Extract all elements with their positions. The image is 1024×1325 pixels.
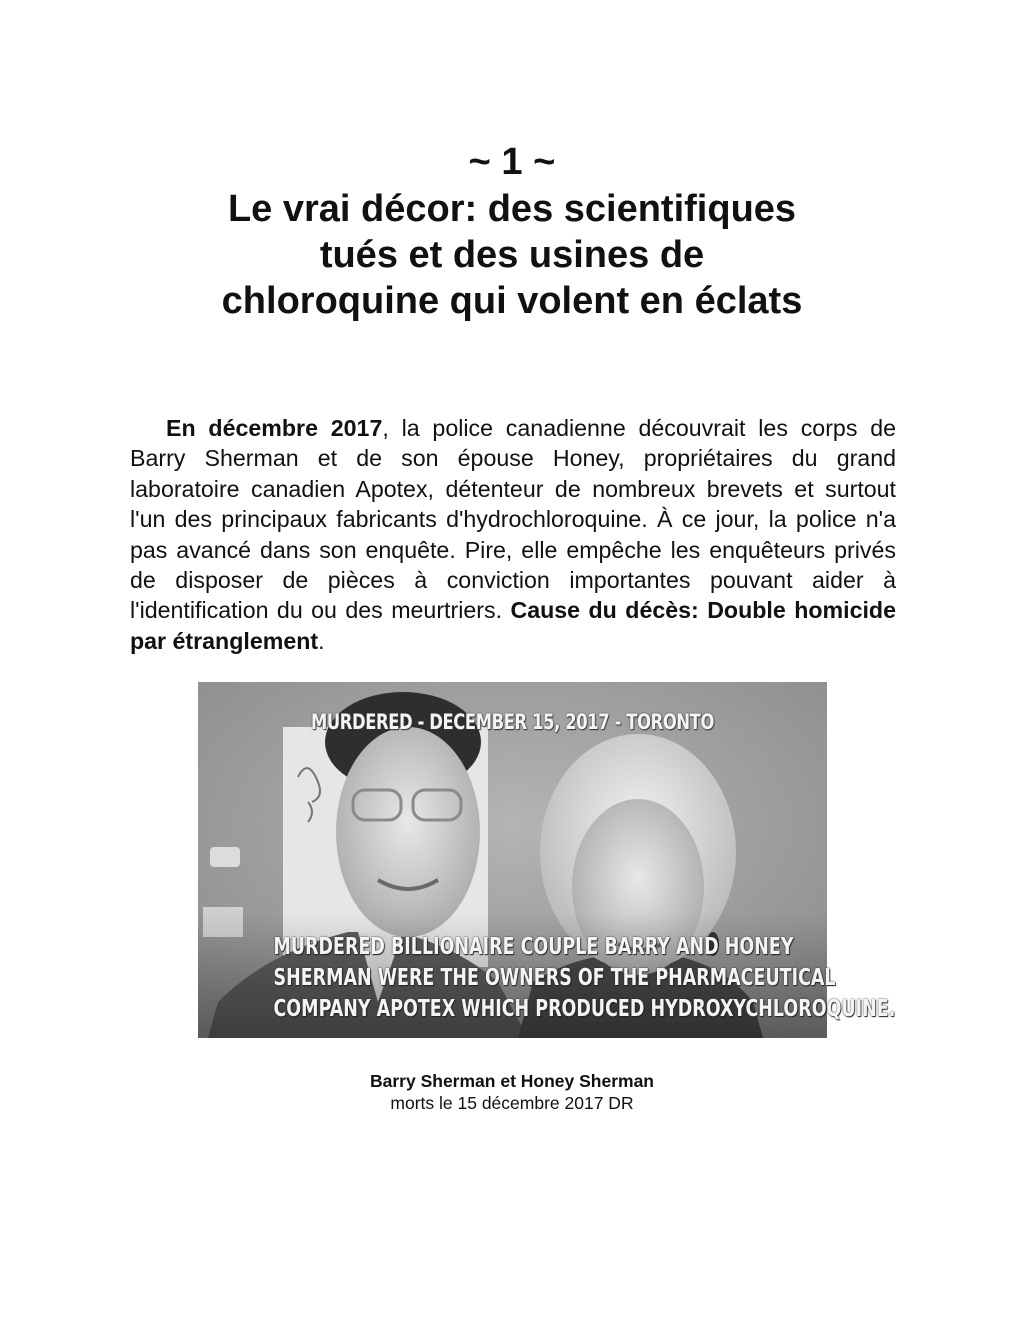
sherman-photo	[198, 682, 896, 1038]
chapter-number: ~ 1 ~	[468, 141, 556, 183]
paragraph-end: .	[318, 627, 325, 654]
lead-date: En décembre 2017	[166, 415, 383, 441]
chapter-title	[0, 186, 1024, 324]
photo-caption-title: Barry Sherman et Honey Sherman	[370, 1071, 654, 1091]
wall-sign	[210, 847, 240, 867]
body-paragraph	[130, 413, 896, 656]
photo-overlay-line: COMPANY APOTEX WHICH PRODUCED HYDROXYCHLOROQUINE.	[273, 996, 896, 1022]
photo-overlay-line: MURDERED BILLIONAIRE COUPLE BARRY AND HONEY	[273, 934, 794, 960]
photo-overlay-top: MURDERED - DECEMBER 15, 2017 - TORONTO	[310, 710, 715, 734]
man-face	[336, 727, 480, 937]
chapter-title-line: chloroquine qui volent en éclats	[221, 280, 803, 322]
paragraph-text: , la police canadienne découvrait les corps de Barry Sherman et de son épouse Honey, propriétaires du grand laboratoire canadien Apotex, détenteur de nombreux brevets et surtout l'un des principaux fabricants d'hydrochloroquine. À ce jour, la police n'a pas avancé dans son enquête. Pire, elle empêche les enquêteurs privés de disposer de pièces à conviction importantes pouvant aider à l'identification du ou des meurtriers.	[130, 415, 896, 624]
photo-overlay-line: SHERMAN WERE THE OWNERS OF THE PHARMACEUTICAL	[273, 965, 836, 991]
chapter-title-line: Le vrai décor: des scientifiques	[227, 188, 797, 230]
cause-of-death: Cause du décès: Double homicide par étranglement	[130, 597, 896, 654]
photo-caption-subtitle: morts le 15 décembre 2017 DR	[390, 1093, 634, 1113]
chapter-title-line: tués et des usines de	[319, 234, 705, 276]
photo-overlay-bottom	[198, 932, 896, 1025]
